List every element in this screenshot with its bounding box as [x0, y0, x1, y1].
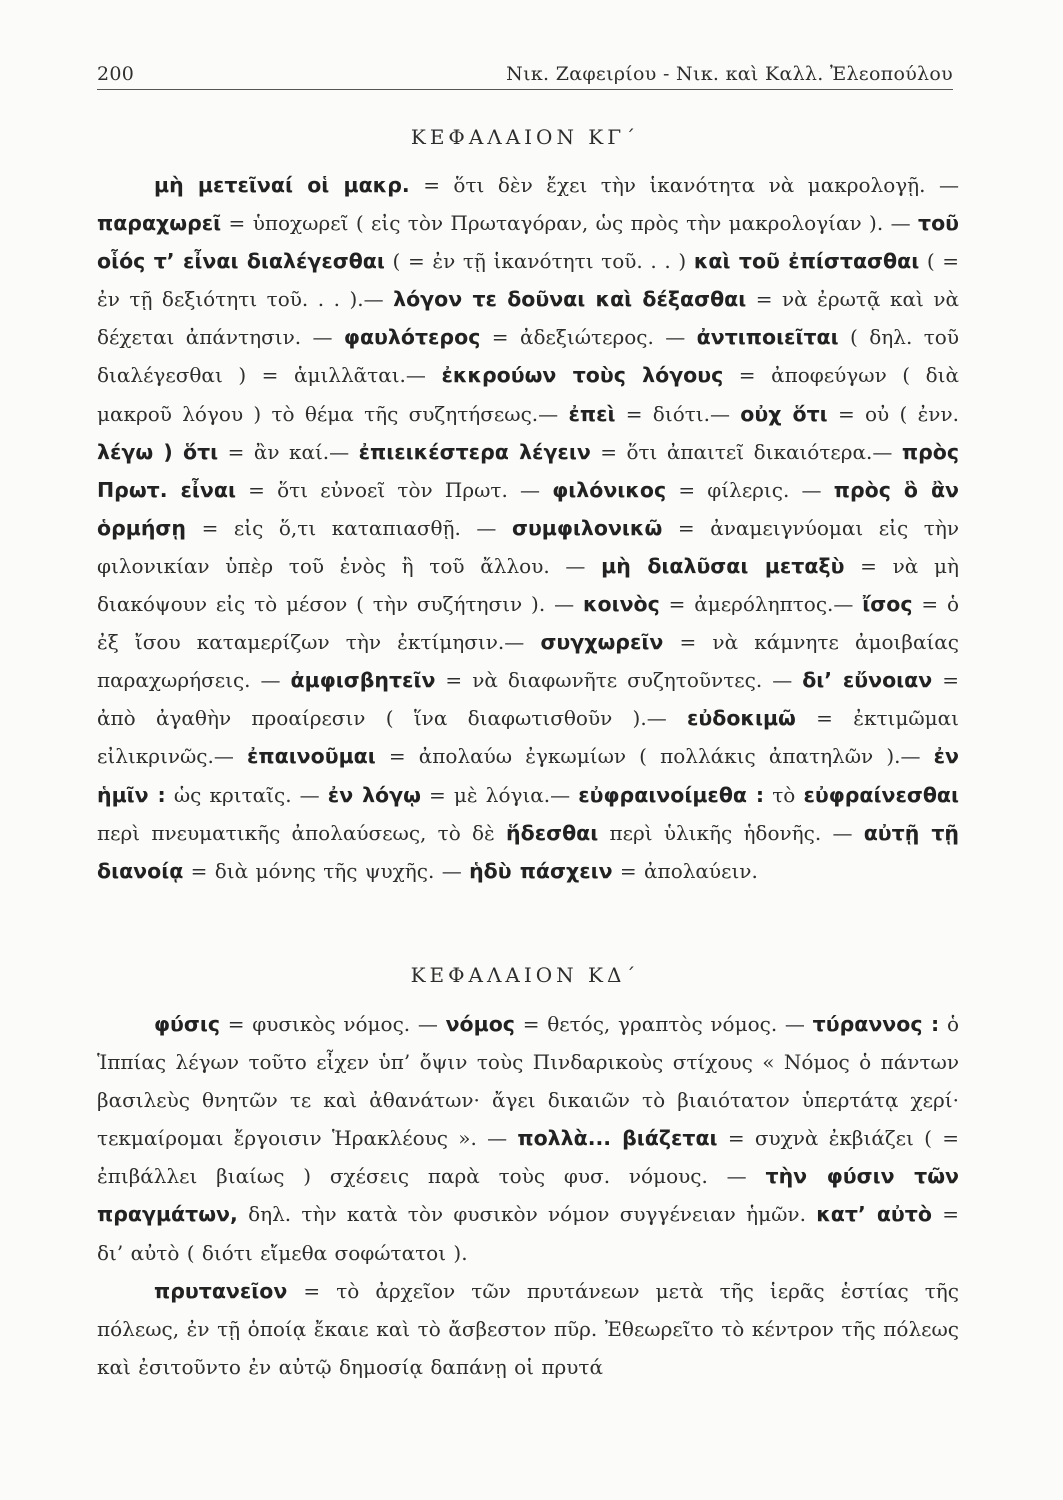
lemma-term: ἐπαινοῦμαι: [246, 744, 376, 769]
gloss-text: = νὰ ἐρωτᾷ καὶ νὰ δέχεται ἀπάντησιν. —: [97, 287, 959, 350]
lemma-term: πολλὰ... βιάζεται: [517, 1126, 718, 1151]
lemma-term: καὶ τοῦ ἐπίστασθαι: [693, 249, 920, 274]
chapter-title-kg: ΚΕΦΑΛΑΙΟΝ ΚΓ΄: [410, 125, 640, 149]
chapter-title-kd: ΚΕΦΑΛΑΙΟΝ ΚΔ΄: [410, 963, 640, 987]
gloss-text: ὡς κριταῖς. —: [165, 782, 328, 807]
lemma-term: κοινὸς: [582, 592, 660, 617]
gloss-text: = ἀδεξιώτερος. —: [480, 325, 697, 350]
gloss-text: = ὅτι δὲν ἔχει τὴν ἱκανότητα νὰ μακρολογῇ. —: [409, 173, 959, 197]
gloss-text: = νὰ κάμνητε ἀμοιβαίας παραχωρήσεις. —: [97, 630, 959, 693]
gloss-text: = ἂν καί.—: [218, 439, 359, 464]
lemma-term: κατ’ αὐτὸ: [816, 1202, 932, 1227]
lemma-term: λόγον τε δοῦναι καὶ δέξασθαι: [393, 287, 747, 312]
gloss-text: = ὅτι εὐνοεῖ τὸν Πρωτ. —: [235, 477, 553, 502]
gloss-text: = διότι.—: [615, 401, 741, 426]
gloss-text: = ἀπολαύω ἐγκωμίων ( πολλάκις ἀπατηλῶν ).—: [375, 744, 934, 769]
gloss-text: = ἀποφεύγων ( διὰ μακροῦ λόγου ) τὸ θέμα τῆς συζητήσεως.—: [97, 363, 959, 426]
lemma-term: ἥδεσθαι: [506, 820, 599, 845]
gloss-text: = δι’ αὐτὸ ( διότι εἴμεθα σοφώτατοι ).: [97, 1202, 959, 1265]
lemma-term: μὴ διαλῦσαι μεταξὺ: [601, 553, 845, 578]
lemma-term: μὴ μετεῖναί οἱ μακρ.: [154, 173, 410, 197]
gloss-text: = συχνὰ ἐκβιάζει ( = ἐπιβάλλει βιαίως ) σχέσεις παρὰ τοὺς φυσ. νόμους. —: [97, 1126, 959, 1189]
lemma-term: ἴσος: [862, 592, 913, 617]
lemma-term: τύραννος :: [812, 1012, 940, 1036]
lemma-term: δι’ εὔνοιαν: [802, 668, 933, 693]
gloss-text: ( δηλ. τοῦ διαλέγεσθαι ) = ἁμιλλᾶται.—: [97, 325, 959, 388]
lemma-term: παραχωρεῖ: [97, 211, 222, 236]
chapter-body-kd: [97, 1005, 959, 1386]
paragraph: [97, 1005, 959, 1272]
lemma-term: ἀντιποιεῖται: [696, 325, 839, 350]
gloss-text: = εἰς ὅ,τι καταπιασθῇ. —: [186, 515, 512, 540]
gloss-text: = ὑποχωρεῖ ( εἰς τὸν Πρωταγόραν, ὡς πρὸς τὴν μακρολογίαν ). —: [221, 211, 918, 236]
lemma-term: ἀμφισβητεῖν: [290, 668, 436, 693]
page-number: 200: [97, 63, 135, 85]
gloss-text: = οὐ ( ἐνν.: [827, 401, 959, 426]
gloss-text: ὁ Ἱππίας λέγων τοῦτο εἶχεν ὑπ’ ὄψιν τοὺς Πινδαρικοὺς στίχους « Νόμος ὁ πάντων βασιλεὺς θνητῶν τε καὶ ἀθανάτων· ἄγει δικαιῶν τὸ βιαιότατον ὑπερτάτᾳ χερί· τεκμαίρομαι ἔργοισιν Ἡρακλέους ». —: [97, 1012, 959, 1151]
gloss-text: = ἀμερόληπτος.—: [659, 592, 863, 617]
gloss-text: = ἐκτιμῶμαι εἰλικρινῶς.—: [97, 706, 960, 769]
running-head: [97, 54, 953, 90]
lemma-term: εὐδοκιμῶ: [687, 706, 796, 731]
lemma-term: φύσις: [154, 1012, 220, 1036]
gloss-text: = φίλερις. —: [666, 477, 834, 502]
paragraph: [97, 166, 959, 890]
gloss-text: δηλ. τὴν κατὰ τὸν φυσικὸν νόμον συγγένειαν ἡμῶν.: [237, 1202, 817, 1227]
lemma-term: ἐκκρούων τοὺς λόγους: [441, 363, 724, 388]
gloss-text: = ὁ ἐξ ἴσου καταμερίζων τὴν ἐκτίμησιν.—: [97, 592, 960, 655]
lemma-term: πρὸς Πρωτ. εἶναι: [97, 439, 959, 502]
lemma-term: ἐπεὶ: [568, 401, 616, 426]
chapter-body-kg: [97, 166, 959, 890]
lemma-term: αὐτῇ τῇ διανοίᾳ: [97, 820, 960, 883]
running-head-authors: Νικ. Ζαφειρίου - Νικ. καὶ Καλλ. Ἐλεοπούλου: [506, 63, 953, 85]
lemma-term: συμφιλονικῶ: [512, 515, 663, 540]
lemma-term: τὴν φύσιν τῶν πραγμάτων,: [97, 1164, 960, 1227]
gloss-text: = ἀπὸ ἀγαθὴν προαίρεσιν ( ἵνα διαφωτισθοῦν ).—: [97, 668, 959, 731]
paragraph: [97, 1272, 959, 1386]
gloss-text: ( = ἐν τῇ δεξιότητι τοῦ. . . ).—: [97, 249, 960, 312]
lemma-term: ἡδὺ πάσχειν: [469, 858, 613, 883]
lemma-term: εὐφραίνεσθαι: [803, 782, 960, 807]
gloss-text: = ἀπολαύειν.: [612, 858, 758, 883]
lemma-term: πρὸς ὃ ἂν ὁρμήσῃ: [97, 477, 960, 540]
lemma-term: ἐπιεικέστερα λέγειν: [358, 439, 591, 464]
gloss-text: = νὰ διαφωνῆτε συζητοῦντες. —: [435, 668, 803, 693]
gloss-text: = ἀναμειγνύομαι εἰς τὴν φιλονικίαν ὑπὲρ τοῦ ἑνὸς ἢ τοῦ ἄλλου. —: [97, 515, 959, 578]
lemma-term: οὐχ ὅτι: [740, 401, 828, 426]
gloss-text: ( = ἐν τῇ ἱκανότητι τοῦ. . . ): [384, 249, 694, 274]
gloss-text: περὶ ὑλικῆς ἡδονῆς. —: [598, 820, 864, 845]
gloss-text: = ὅτι ἀπαιτεῖ δικαιότερα.—: [590, 439, 902, 464]
lemma-term: ἐν λόγῳ: [327, 782, 421, 807]
lemma-term: εὐφραινοίμεθα :: [578, 782, 765, 807]
gloss-text: = τὸ ἀρχεῖον τῶν πρυτάνεων μετὰ τῆς ἱερᾶς ἑστίας τῆς πόλεως, ἐν τῇ ὁποίᾳ ἔκαιε καὶ τὸ ἄσβεστον πῦρ. Ἐθεωρεῖτο τὸ κέντρον τῆς πόλεως καὶ ἐσιτοῦντο ἐν αὐτῷ δημοσίᾳ δαπάνῃ οἱ πρυτά: [97, 1278, 959, 1379]
gloss-text: = διὰ μόνης τῆς ψυχῆς. —: [183, 858, 470, 883]
gloss-text: = νὰ μὴ διακόψουν εἰς τὸ μέσον ( τὴν συζήτησιν ). —: [97, 553, 959, 617]
lemma-term: φιλόνικος: [552, 477, 667, 502]
lemma-term: ἐν ἡμῖν :: [97, 744, 959, 807]
gloss-text: περὶ πνευματικῆς ἀπολαύσεως, τὸ δὲ: [97, 820, 507, 845]
lemma-term: πρυτανεῖον: [154, 1278, 288, 1303]
gloss-text: τὸ: [764, 782, 804, 807]
lemma-term: λέγω ) ὅτι: [97, 439, 219, 464]
lemma-term: συγχωρεῖν: [540, 630, 664, 655]
lemma-term: φαυλότερος: [343, 325, 481, 350]
lemma-term: νόμος: [445, 1012, 515, 1036]
gloss-text: = μὲ λόγια.—: [420, 782, 579, 807]
lemma-term: τοῦ οἷός τ’ εἶναι διαλέγεσθαι: [97, 211, 959, 274]
gloss-text: = θετός, γραπτὸς νόμος. —: [514, 1012, 813, 1036]
gloss-text: = φυσικὸς νόμος. —: [219, 1012, 446, 1036]
